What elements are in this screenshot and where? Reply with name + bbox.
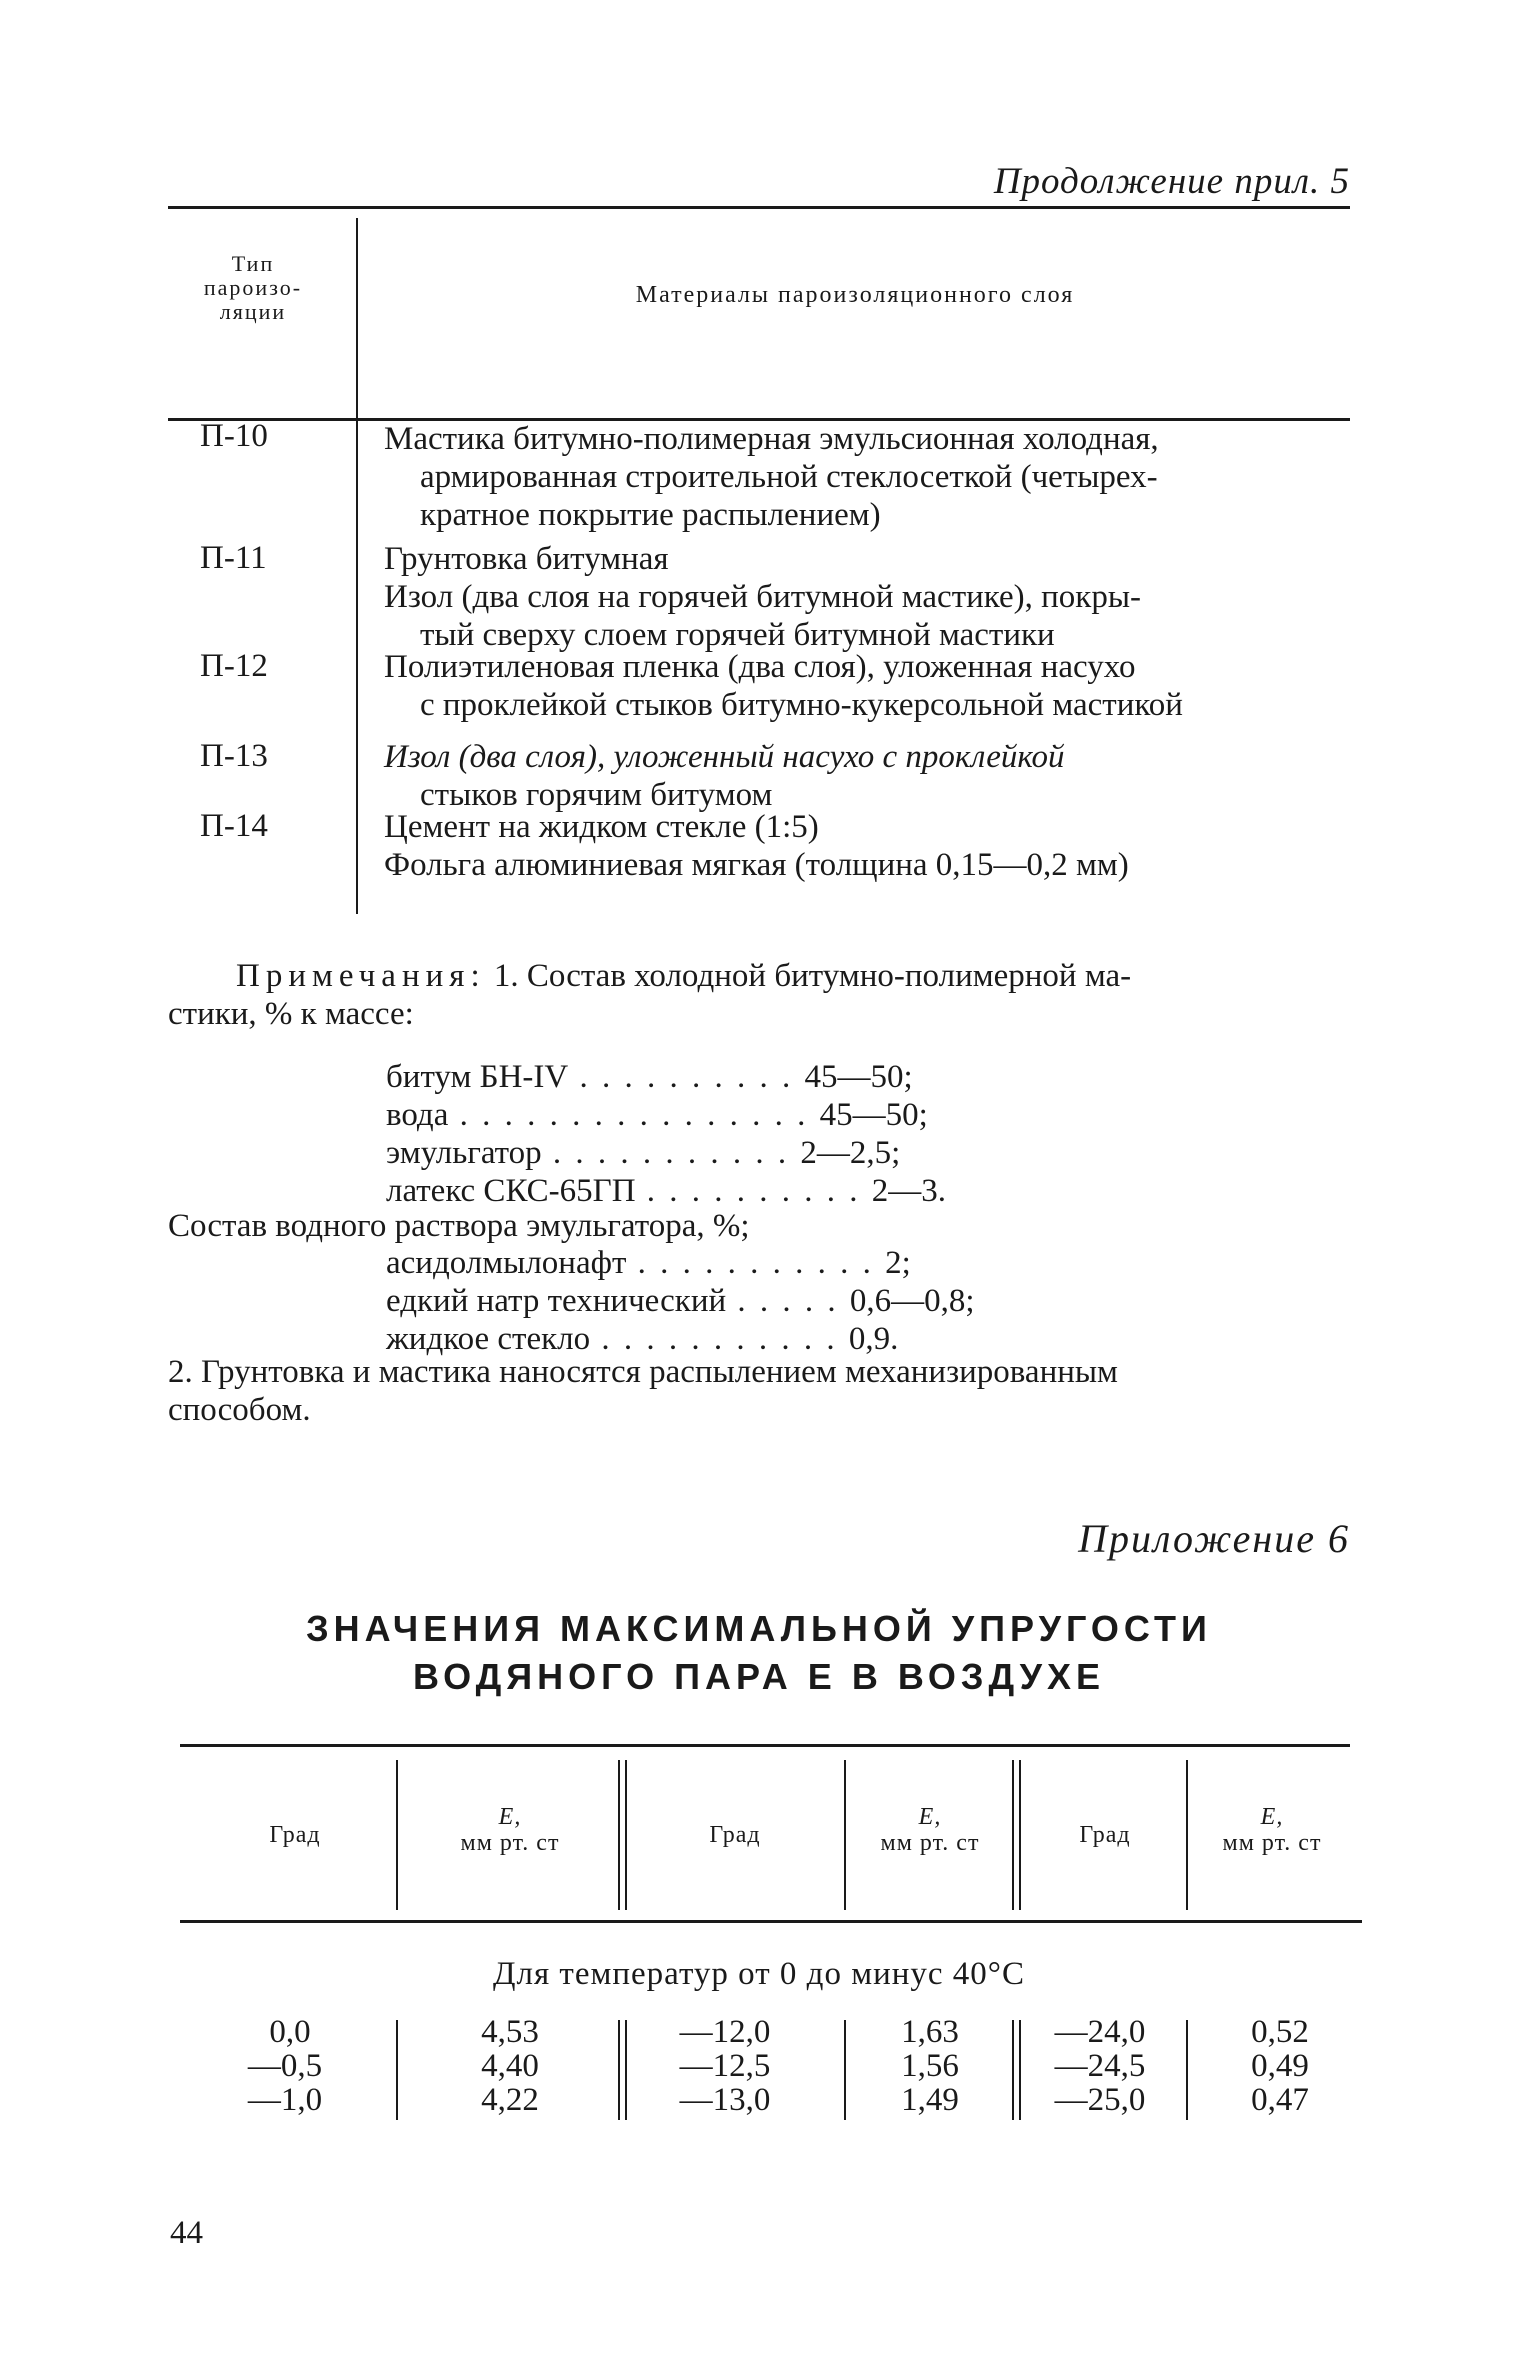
table2-col-divider-double: [618, 1760, 620, 1910]
material-line: Мастика битумно-полимерная эмульсионная холодная,: [384, 421, 1159, 457]
row-code: П-10: [200, 418, 268, 454]
material-line: Цемент на жидком стекле (1:5): [384, 809, 819, 845]
leader-dots: . . . . . . . . . . .: [626, 1245, 886, 1281]
note2: 2. Грунтовка и мастика наносятся распылением механизированным: [168, 1354, 1118, 1390]
table-cell-e: 1,56: [901, 2048, 959, 2084]
table1-column-divider: [356, 218, 358, 914]
component-value: 2;: [885, 1245, 911, 1281]
page-number: 44: [170, 2215, 203, 2251]
row-code: П-12: [200, 648, 268, 684]
row-materials: [384, 648, 1350, 724]
table-cell-grad: —24,5: [1054, 2048, 1146, 2084]
e-symbol: E,: [1260, 1804, 1284, 1830]
material-line: Изол (два слоя), уложенный насухо с проклейкой: [384, 739, 1065, 775]
table-cell-grad: —25,0: [1054, 2082, 1146, 2118]
table2-top-rule: [180, 1744, 1350, 1747]
component-name: эмульгатор: [386, 1135, 542, 1171]
table2-col-divider-double: [625, 1760, 627, 1910]
leader-dots: . . . . . . . . . . . . . . . .: [448, 1097, 820, 1133]
component-name: асидолмылонафт: [386, 1245, 627, 1281]
e-unit: мм рт. ст: [880, 1830, 980, 1856]
table2-body-divider: [844, 2020, 846, 2120]
component-value: 0,6—0,8;: [849, 1283, 975, 1319]
table2-col-divider: [396, 1760, 398, 1910]
leader-dots: . . . . . . . . . . .: [590, 1321, 849, 1357]
table2-body-divider: [396, 2020, 398, 2120]
table-cell-e: 1,49: [901, 2082, 959, 2118]
component-value: 2—2,5;: [800, 1135, 901, 1171]
row-materials: [384, 846, 1350, 884]
row-code: П-13: [200, 738, 268, 774]
col-header-grad: Град: [1079, 1822, 1131, 1848]
table-cell-grad: —24,0: [1054, 2014, 1146, 2050]
material-line: кратное покрытие распылением): [420, 497, 881, 533]
notes-heading: Примечания:: [236, 958, 486, 994]
note2-cont: способом.: [168, 1392, 311, 1428]
material-line: тый сверху слоем горячей битумной мастики: [420, 617, 1055, 653]
component-value: 45—50;: [819, 1097, 928, 1133]
table-cell-e: 4,53: [481, 2014, 539, 2050]
appendix-title-line2: ВОДЯНОГО ПАРА Е В ВОЗДУХЕ: [413, 1656, 1105, 1697]
material-line: Полиэтиленовая пленка (два слоя), уложенная насухо: [384, 649, 1136, 685]
table2-body-divider: [1186, 2020, 1188, 2120]
table-cell-e: 4,22: [481, 2082, 539, 2118]
composition-row: [386, 1172, 946, 1210]
table-cell-grad: —12,5: [679, 2048, 771, 2084]
table-cell-grad: —1,0: [247, 2082, 323, 2118]
table-cell-grad: 0,0: [269, 2014, 311, 2050]
material-line: армированная строительной стеклосеткой (четырех-: [420, 459, 1158, 495]
note1-intro: [236, 956, 1350, 996]
row-materials: [384, 578, 1350, 654]
table2-col-divider-double: [1012, 1760, 1014, 1910]
component-value: 45—50;: [804, 1059, 913, 1095]
table2-col-divider-double: [1019, 1760, 1021, 1910]
continuation-label: Продолжение прил. 5: [993, 161, 1350, 202]
material-line: стыков горячим битумом: [420, 777, 773, 813]
material-line: Грунтовка битумная: [384, 541, 669, 577]
header-type-line: ляции: [219, 299, 287, 324]
top-rule: [168, 206, 1350, 209]
table-cell-e: 4,40: [481, 2048, 539, 2084]
row-code: П-11: [200, 540, 267, 576]
table-cell-e: 0,52: [1251, 2014, 1309, 2050]
table2-caption: Для температур от 0 до минус 40°С: [492, 1956, 1026, 1992]
table2-body-divider-double: [1012, 2020, 1014, 2120]
component-name: латекс СКС-65ГП: [386, 1173, 636, 1209]
col-header-e: [410, 1804, 610, 1856]
row-materials: [384, 738, 1350, 814]
table-cell-grad: —13,0: [679, 2082, 771, 2118]
header-type-line: пароизо-: [203, 275, 303, 300]
col-header-grad: Град: [269, 1822, 321, 1848]
note1-text: 1. Состав холодной битумно-полимерной ма-: [485, 958, 1132, 994]
material-line: Изол (два слоя на горячей битумной мастике), покры-: [384, 579, 1141, 615]
appendix-label: Приложение 6: [1078, 1516, 1350, 1561]
leader-dots: . . . . .: [726, 1283, 850, 1319]
table-cell-e: 1,63: [901, 2014, 959, 2050]
col-header-e: [850, 1804, 1010, 1856]
component-name: битум БН-IV: [386, 1059, 569, 1095]
e-unit: мм рт. ст: [460, 1830, 560, 1856]
table1-header-type: [168, 252, 338, 324]
appendix-title-line1: ЗНАЧЕНИЯ МАКСИМАЛЬНОЙ УПРУГОСТИ: [306, 1608, 1212, 1649]
table2-header-divider: [180, 1920, 1362, 1923]
note1-intro-cont: стики, % к массе:: [168, 996, 414, 1032]
composition-row: [386, 1096, 928, 1134]
row-materials: [384, 808, 1350, 846]
col-header-grad: Град: [709, 1822, 761, 1848]
e-unit: мм рт. ст: [1222, 1830, 1322, 1856]
e-symbol: E,: [918, 1804, 942, 1830]
composition-row: [386, 1058, 913, 1096]
table2-body-divider-double: [1019, 2020, 1021, 2120]
header-type-line: Тип: [231, 251, 275, 276]
leader-dots: . . . . . . . . . .: [568, 1059, 805, 1095]
material-line: с проклейкой стыков битумно-кукерсольной мастикой: [420, 687, 1183, 723]
table-cell-e: 0,49: [1251, 2048, 1309, 2084]
table-cell-e: 0,47: [1251, 2082, 1309, 2118]
table2-body-divider-double: [618, 2020, 620, 2120]
table2-col-divider: [844, 1760, 846, 1910]
component-name: вода: [386, 1097, 449, 1133]
table1-header-materials: Материалы пароизоляционного слоя: [635, 282, 1075, 308]
component-name: едкий натр технический: [386, 1283, 727, 1319]
table-cell-grad: —12,0: [679, 2014, 771, 2050]
table2-body-divider-double: [625, 2020, 627, 2120]
leader-dots: . . . . . . . . . .: [635, 1173, 872, 1209]
component-name: жидкое стекло: [386, 1321, 591, 1357]
row-code: П-14: [200, 808, 268, 844]
emulsifier-heading: Состав водного раствора эмульгатора, %;: [168, 1208, 750, 1244]
material-line: Фольга алюминиевая мягкая (толщина 0,15—0,2 мм): [384, 847, 1129, 883]
component-value: 0,9.: [848, 1321, 899, 1357]
e-symbol: E,: [498, 1804, 522, 1830]
composition-row: [386, 1282, 975, 1320]
table-cell-grad: —0,5: [247, 2048, 323, 2084]
leader-dots: . . . . . . . . . . .: [541, 1135, 801, 1171]
component-value: 2—3.: [871, 1173, 947, 1209]
row-materials: [384, 420, 1350, 534]
table2-col-divider: [1186, 1760, 1188, 1910]
composition-row: [386, 1244, 911, 1282]
composition-row: [386, 1134, 900, 1172]
row-materials: [384, 540, 1350, 578]
col-header-e: [1192, 1804, 1352, 1856]
